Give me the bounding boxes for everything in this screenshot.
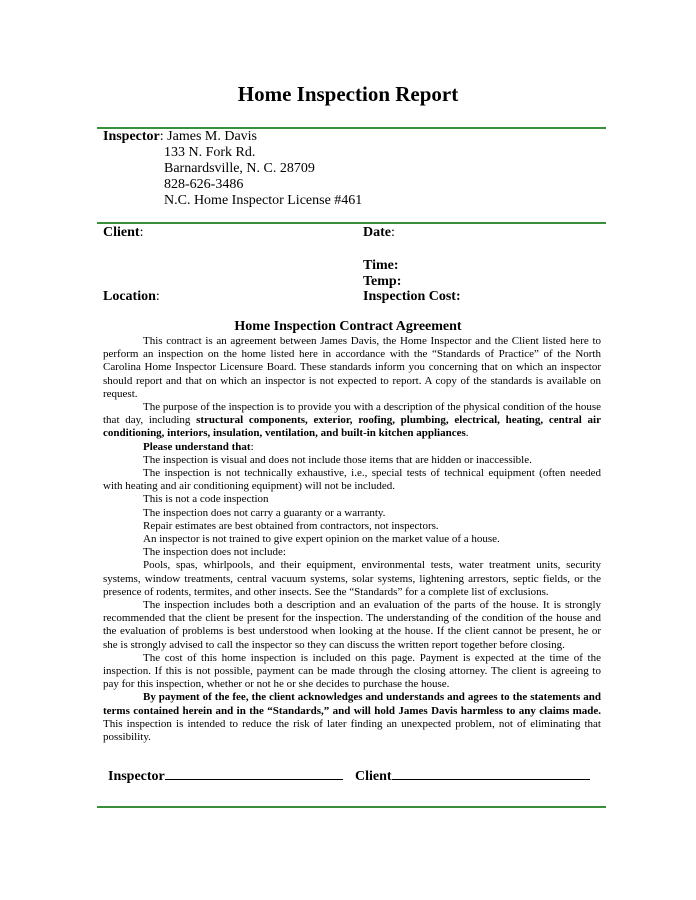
time-label: Time:	[363, 258, 399, 273]
date-field: Date:	[363, 225, 395, 240]
date-label: Date	[363, 225, 391, 240]
inspector-phone: 828-626-3486	[164, 177, 244, 192]
agreement-item: The inspection does not carry a guaranty or a warranty.	[143, 506, 386, 519]
agreement-item: The inspection is visual and does not include those items that are hidden or inaccessible.	[143, 453, 532, 466]
client-field: Client:	[103, 225, 144, 240]
agreement-final-bold: By payment of the fee, the client acknowledges and understands and agrees to the statements and terms contained herein and in the “Standards,” and will hold James Davis harmless to any claims made.	[103, 691, 601, 717]
agreement-item: An inspector is not trained to give expert opinion on the market value of a house.	[143, 533, 500, 546]
inspector-row: Inspector: James M. Davis	[103, 129, 257, 144]
inspector-label: Inspector	[103, 129, 160, 144]
understand-heading: Please understand that:	[143, 440, 254, 453]
agreement-paragraph-2-bold: structural components, exterior, roofing, plumbing, electrical, heating, central air conditioning, interiors, insulation, ventilation, and built-in kitchen appliances	[103, 414, 601, 440]
agreement-item: The inspection includes both a description and an evaluation of the parts of the house. It is strongly recommended that the client be present for the inspection. The understanding of the condition of the house and the evaluation of problems is best understood when looking at the house. If the client cannot be present, he or she is strongly advised to call the inspector so they can discuss the written report together before closing.	[103, 599, 601, 651]
location-label: Location	[103, 289, 156, 304]
inspector-signature[interactable]	[108, 766, 343, 785]
agreement-item: This is not a code inspection	[143, 493, 269, 506]
client-signature-label: Client	[355, 769, 392, 784]
client-label: Client	[103, 225, 140, 240]
understand-label: Please understand that	[143, 440, 251, 453]
agreement-final-paragraph	[103, 691, 601, 744]
agreement-final-rest: This inspection is intended to reduce the risk of later finding an unexpected problem, not of eliminating that possibility.	[103, 717, 601, 744]
agreement-item: The inspection is not technically exhaustive, i.e., special tests of technical equipment (often needed with heating and air conditioning equipment) will not be included.	[103, 467, 601, 493]
divider-bottom	[97, 806, 606, 808]
agreement-item: Repair estimates are best obtained from contractors, not inspectors.	[143, 519, 439, 532]
agreement-title: Home Inspection Contract Agreement	[234, 319, 462, 334]
agreement-paragraph-2-end: .	[465, 427, 469, 440]
client-signature-line[interactable]	[392, 766, 590, 780]
inspector-address2: Barnardsville, N. C. 28709	[164, 161, 315, 176]
client-signature[interactable]	[355, 766, 590, 785]
agreement-body	[103, 335, 601, 744]
inspector-license: N.C. Home Inspector License #461	[164, 193, 363, 208]
inspector-signature-label: Inspector	[108, 769, 165, 784]
agreement-paragraph-2-text: The purpose of the inspection is to provide you with a description of the physical condition of the house that day, including	[103, 401, 601, 427]
page-title: Home Inspection Report	[237, 82, 459, 106]
inspector-name: James M. Davis	[167, 129, 257, 144]
inspection-cost-label: Inspection Cost:	[363, 289, 461, 304]
agreement-paragraph-1: This contract is an agreement between James Davis, the Home Inspector and the Client listed here to perform an inspection on the home listed here in accordance with the “Standards of Practice” of the North Carolina Home Inspector Licensure Board. These standards inform you concerning that on which an inspector should report and that on which an inspector is not expected to report. A copy of the standards is available on request.	[103, 335, 601, 400]
agreement-item: The inspection does not include:	[143, 546, 286, 559]
divider-middle	[97, 222, 606, 224]
inspector-signature-line[interactable]	[165, 766, 343, 780]
location-field: Location:	[103, 289, 160, 304]
inspector-address1: 133 N. Fork Rd.	[164, 145, 256, 160]
agreement-paragraph-2	[103, 401, 601, 441]
temp-label: Temp:	[363, 274, 402, 289]
agreement-item: Pools, spas, whirlpools, and their equipment, environmental tests, water treatment units, security systems, window treatments, central vacuum systems, solar systems, lightening arrestors, septic fields, or the presence of rodents, termites, and other insects. See the “Standards” for a complete list of exclusions.	[103, 559, 601, 598]
agreement-item: The cost of this home inspection is included on this page. Payment is expected at the time of the inspection. If this is not possible, payment can be made through the closing attorney. The client is agreeing to pay for this inspection, whether or not he or she decides to purchase the house.	[103, 651, 601, 691]
